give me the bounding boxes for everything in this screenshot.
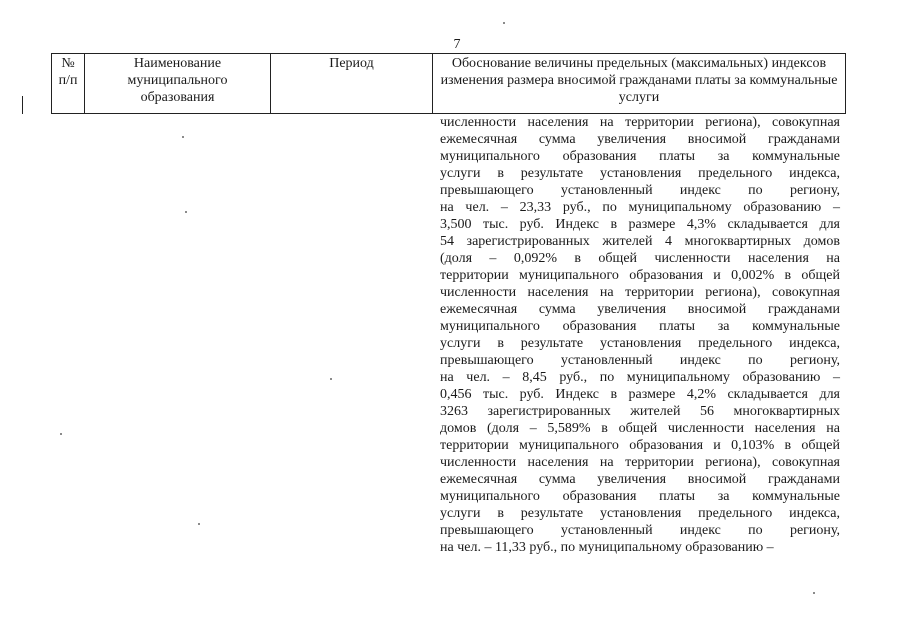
text-line: территории муниципального образования и 0,103% в общей: [440, 438, 840, 453]
text-line: превышающего установленный индекс по региону,: [440, 183, 840, 198]
scan-speck: [60, 433, 62, 435]
text-line: превышающего установленный индекс по региону,: [440, 523, 840, 538]
text-line: территории муниципального образования и 0,002% в общей: [440, 268, 840, 283]
header-cell-municipality: Наименование муниципального образования: [85, 54, 271, 114]
text-line: муниципального образования платы за коммунальные: [440, 149, 840, 164]
text-line: услуги в результате установления предельного индекса,: [440, 166, 840, 181]
header-cell-justification: Обоснование величины предельных (максимальных) индексов изменения размера вносимой гражданами платы за коммунальные услуги: [433, 54, 846, 114]
text-line: муниципального образования платы за коммунальные: [440, 319, 840, 334]
justification-text: [440, 114, 840, 556]
scan-speck: [330, 378, 332, 380]
text-line: на чел. – 8,45 руб., по муниципальному образованию –: [440, 370, 840, 385]
scan-speck: [182, 136, 184, 138]
page-number: 7: [453, 37, 461, 52]
text-line: 3263 зарегистрированных жителей 56 многоквартирных: [440, 404, 840, 419]
scan-speck: [198, 523, 200, 525]
scan-speck: [503, 22, 505, 24]
text-line: на чел. – 11,33 руб., по муниципальному образованию –: [440, 540, 774, 555]
text-line: (доля – 0,092% в общей численности населения на: [440, 251, 840, 266]
text-line: 3,500 тыс. руб. Индекс в размере 4,3% складывается для: [440, 217, 840, 232]
text-line: численности населения на территории региона), совокупная: [440, 455, 840, 470]
text-line: ежемесячная сумма увеличения вносимой гражданами: [440, 472, 840, 487]
text-line: услуги в результате установления предельного индекса,: [440, 506, 840, 521]
table-header: [51, 53, 846, 114]
scan-margin-mark: [22, 96, 23, 114]
text-line: услуги в результате установления предельного индекса,: [440, 336, 840, 351]
header-cell-period: Период: [271, 54, 433, 114]
scan-speck: [185, 211, 187, 213]
text-line: 0,456 тыс. руб. Индекс в размере 4,2% складывается для: [440, 387, 840, 402]
text-line: муниципального образования платы за коммунальные: [440, 489, 840, 504]
text-line: ежемесячная сумма увеличения вносимой гражданами: [440, 302, 840, 317]
text-line: на чел. – 23,33 руб., по муниципальному образованию –: [440, 200, 840, 215]
text-line: 54 зарегистрированных жителей 4 многоквартирных домов: [440, 234, 840, 249]
text-line: численности населения на территории региона), совокупная: [440, 285, 840, 300]
text-line: превышающего установленный индекс по региону,: [440, 353, 840, 368]
text-line: численности населения на территории региона), совокупная: [440, 115, 840, 130]
scan-speck: [813, 592, 815, 594]
text-line: ежемесячная сумма увеличения вносимой гражданами: [440, 132, 840, 147]
text-line: домов (доля – 5,589% в общей численности населения на: [440, 421, 840, 436]
header-cell-number: № п/п: [52, 54, 85, 114]
